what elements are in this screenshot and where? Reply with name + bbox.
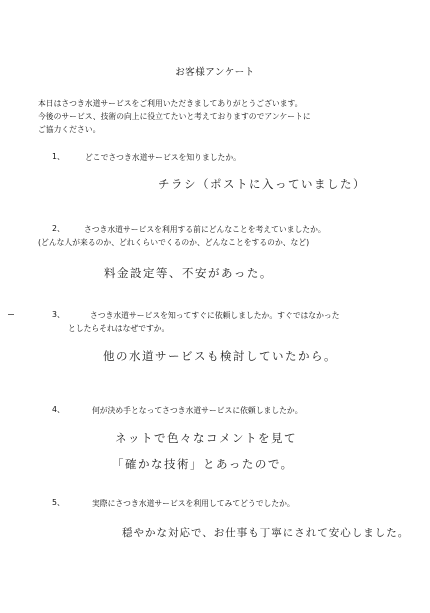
question-line: 何が決め手となってさつき水道サービスに依頼しましたか。: [92, 406, 303, 415]
question-text: [38, 223, 326, 249]
question-line: 実際にさつき水道サービスを利用してみてどうでしたか。: [92, 499, 295, 508]
document-title: お客様アンケート: [175, 67, 255, 78]
question-text: [85, 151, 241, 164]
handwritten-answer: 他の水道サービスも検討していたから。: [103, 349, 337, 363]
question-number: 2、: [52, 224, 65, 233]
handwritten-answer: 料金設定等、不安があった。: [104, 266, 273, 280]
question-number: 4、: [52, 405, 65, 414]
question-text: [68, 309, 340, 335]
question-line: (どんな人が来るのか、どれくらいでくるのか、どんなことをするのか、など): [38, 238, 310, 247]
handwritten-answer: チラシ（ポストに入っていました）: [158, 177, 366, 191]
intro-line: 今後のサービス、技術の向上に役立てたいと考えておりますのでアンケートに: [38, 112, 311, 121]
question-number: 3、: [52, 310, 65, 319]
question-line: どこでさつき水道サービスを知りましたか。: [85, 153, 241, 162]
question-number: 5、: [52, 498, 65, 507]
intro-line: ご協力ください。: [38, 125, 101, 134]
question-number: 1、: [52, 152, 65, 161]
handwritten-answer: ネットで色々なコメントを見て: [115, 431, 297, 445]
question-text: [92, 404, 303, 417]
handwritten-answer: 「確かな技術」とあったので。: [112, 457, 294, 471]
question-line: さつき水道サービスを利用する前にどんなことを考えていましたか。: [84, 225, 326, 234]
intro-line: 本日はさつき水道サービスをご利用いただきましてありがとうございます。: [38, 99, 303, 108]
margin-mark: [8, 314, 14, 315]
question-line: さつき水道サービスを知ってすぐに依頼しましたか。すぐではなかった: [90, 311, 340, 320]
intro-paragraph: [38, 97, 398, 136]
question-text: [92, 497, 295, 510]
handwritten-answer: 穏やかな対応で、お仕事も丁寧にされて安心しました。: [122, 527, 410, 539]
question-line: としたらそれはなぜですか。: [68, 324, 170, 333]
